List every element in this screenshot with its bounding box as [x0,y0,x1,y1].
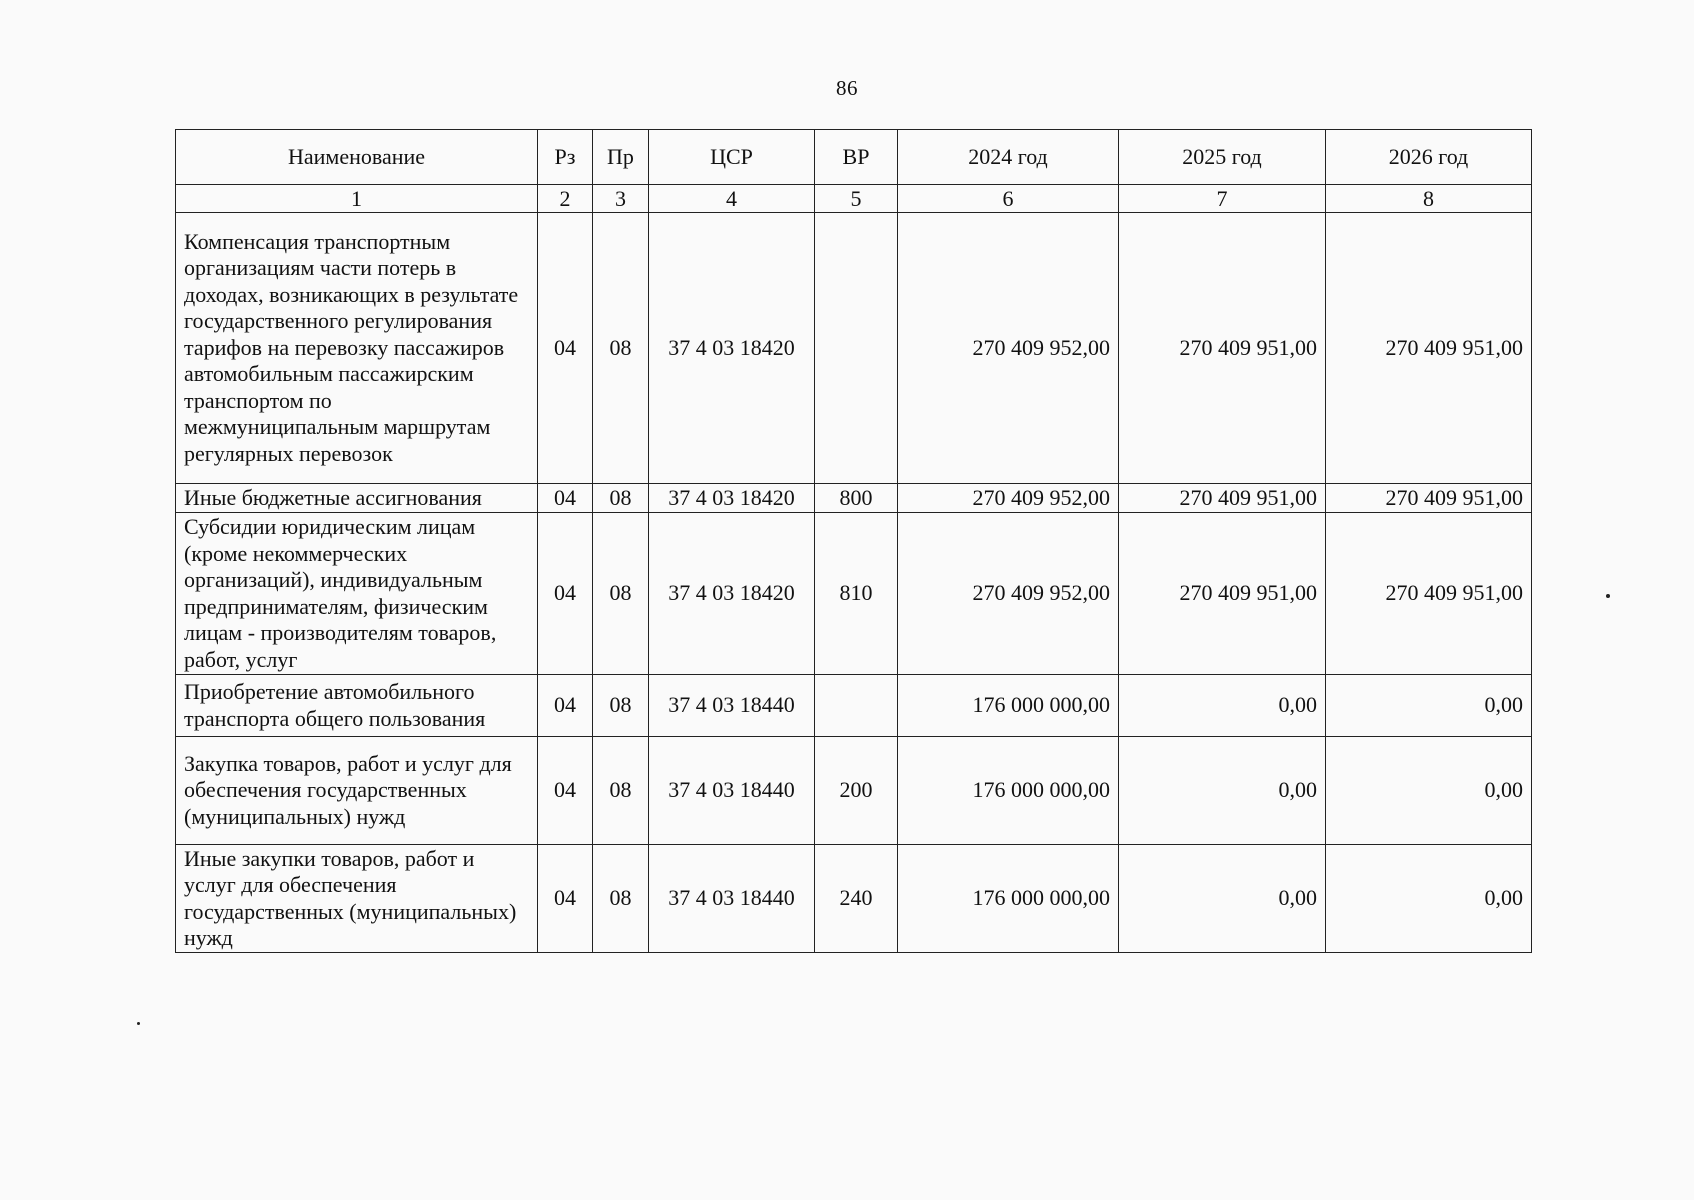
row-name: Приобретение автомобильного транспорта общего пользования [176,675,538,737]
header-row [176,130,1532,185]
row-amount-2025: 0,00 [1119,845,1326,953]
header-2025: 2025 год [1119,130,1326,185]
row-csr: 37 4 03 18420 [649,484,815,513]
row-pr: 08 [593,513,649,675]
header-vr: ВР [815,130,898,185]
row-rz: 04 [538,737,593,845]
column-number-row [176,185,1532,213]
row-pr: 08 [593,484,649,513]
table-row [176,737,1532,845]
row-pr: 08 [593,675,649,737]
row-rz: 04 [538,845,593,953]
row-amount-2024: 270 409 952,00 [898,213,1119,484]
row-csr: 37 4 03 18420 [649,213,815,484]
row-amount-2025: 0,00 [1119,737,1326,845]
row-vr: 240 [815,845,898,953]
column-number: 6 [898,185,1119,213]
scan-speck [137,1022,140,1025]
header-csr: ЦСР [649,130,815,185]
column-number: 3 [593,185,649,213]
row-csr: 37 4 03 18440 [649,737,815,845]
row-amount-2025: 0,00 [1119,675,1326,737]
header-rz: Рз [538,130,593,185]
row-amount-2024: 176 000 000,00 [898,737,1119,845]
page-number: 86 [836,76,858,100]
column-number: 4 [649,185,815,213]
row-rz: 04 [538,675,593,737]
row-vr [815,213,898,484]
header-2024: 2024 год [898,130,1119,185]
row-pr: 08 [593,213,649,484]
row-amount-2026: 270 409 951,00 [1326,484,1532,513]
row-csr: 37 4 03 18420 [649,513,815,675]
table-row [176,675,1532,737]
budget-table [175,129,1532,953]
row-csr: 37 4 03 18440 [649,675,815,737]
table-row [176,845,1532,953]
row-rz: 04 [538,484,593,513]
column-number: 1 [176,185,538,213]
row-amount-2025: 270 409 951,00 [1119,484,1326,513]
row-name: Иные закупки товаров, работ и услуг для обеспечения государственных (муниципальных) нужд [176,845,538,953]
column-number: 5 [815,185,898,213]
row-amount-2024: 270 409 952,00 [898,513,1119,675]
table-body [176,213,1532,953]
column-number: 7 [1119,185,1326,213]
row-vr: 200 [815,737,898,845]
row-amount-2025: 270 409 951,00 [1119,213,1326,484]
row-rz: 04 [538,213,593,484]
row-amount-2026: 0,00 [1326,845,1532,953]
row-amount-2024: 176 000 000,00 [898,675,1119,737]
row-vr: 800 [815,484,898,513]
row-amount-2026: 0,00 [1326,675,1532,737]
column-number: 8 [1326,185,1532,213]
row-amount-2025: 270 409 951,00 [1119,513,1326,675]
row-amount-2024: 270 409 952,00 [898,484,1119,513]
row-vr: 810 [815,513,898,675]
header-pr: Пр [593,130,649,185]
table-row [176,513,1532,675]
scan-speck [1606,594,1610,598]
table-row [176,213,1532,484]
header-name: Наименование [176,130,538,185]
row-amount-2026: 0,00 [1326,737,1532,845]
row-name: Компенсация транспортным организациям части потерь в доходах, возникающих в результате государственного регулирования тарифов на перевозку пассажиров автомобильным пассажирским транспортом по межмуниципальным маршрутам регулярных перевозок [176,213,538,484]
row-vr [815,675,898,737]
row-pr: 08 [593,737,649,845]
row-name: Иные бюджетные ассигнования [176,484,538,513]
header-2026: 2026 год [1326,130,1532,185]
row-name: Субсидии юридическим лицам (кроме некоммерческих организаций), индивидуальным предпринимателям, физическим лицам - производителям товаров, работ, услуг [176,513,538,675]
column-number: 2 [538,185,593,213]
row-amount-2026: 270 409 951,00 [1326,513,1532,675]
row-rz: 04 [538,513,593,675]
table-header [176,130,1532,213]
table-row [176,484,1532,513]
row-csr: 37 4 03 18440 [649,845,815,953]
row-amount-2024: 176 000 000,00 [898,845,1119,953]
row-pr: 08 [593,845,649,953]
row-name: Закупка товаров, работ и услуг для обеспечения государственных (муниципальных) нужд [176,737,538,845]
row-amount-2026: 270 409 951,00 [1326,213,1532,484]
